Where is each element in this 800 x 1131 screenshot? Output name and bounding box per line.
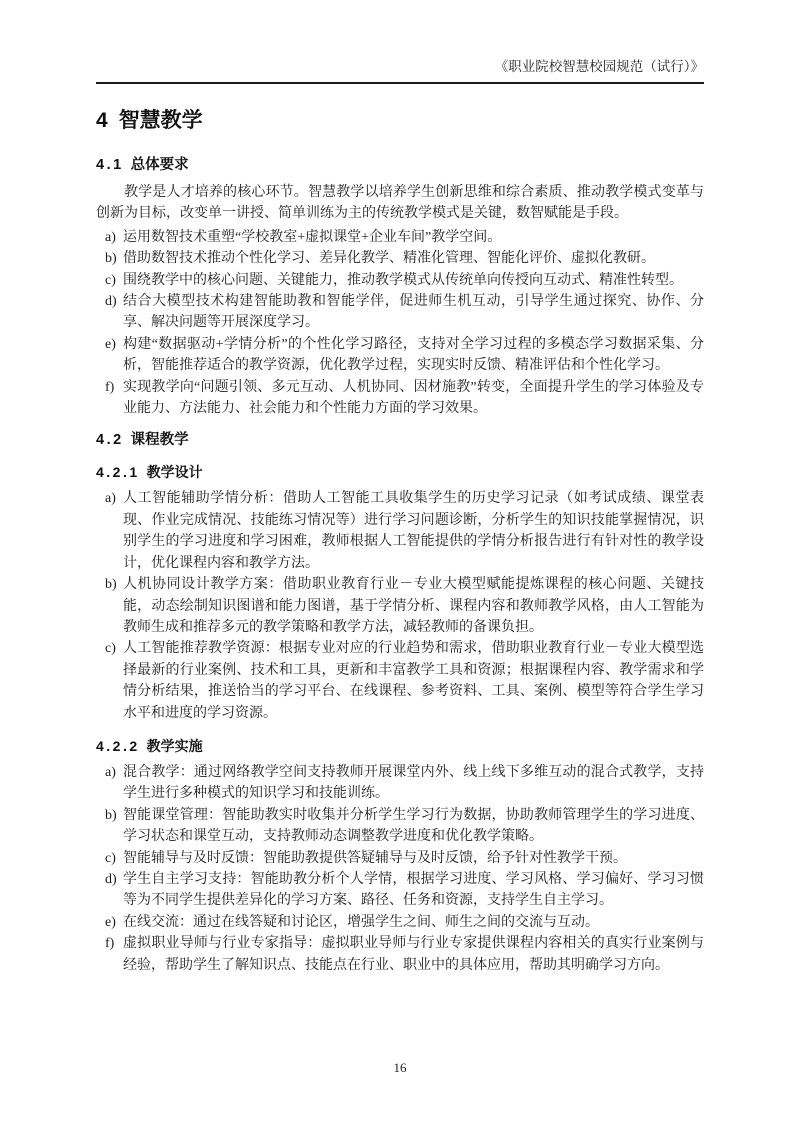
section-4-1-item-list xyxy=(96,227,704,420)
list-item-label: c) xyxy=(105,272,116,288)
list-item-text: 围绕教学中的核心问题、关键能力，推动教学模式从传统单向传授向互动式、精准性转型。 xyxy=(123,272,683,288)
list-item-label: b) xyxy=(105,577,117,593)
list-item-label: b) xyxy=(105,807,117,823)
list-item-label: a) xyxy=(105,229,116,245)
list-item-label: e) xyxy=(105,914,116,930)
chapter-title-text: 智慧教学 xyxy=(118,109,203,132)
list-item xyxy=(96,227,704,248)
list-item xyxy=(96,270,704,291)
chapter-number: 4 xyxy=(96,109,108,132)
list-item-text: 结合大模型技术构建智能助教和智能学伴，促进师生机互动，引导学生通过探究、协作、分享、解决问题等开展深度学习。 xyxy=(123,294,704,331)
section-title-text: 总体要求 xyxy=(130,157,189,173)
list-item-label: d) xyxy=(105,294,117,310)
list-item-text: 运用数智技术重塑“学校教室+虚拟课堂+企业车间”教学空间。 xyxy=(123,229,502,245)
section-title-text: 教学设计 xyxy=(146,464,203,481)
list-item xyxy=(96,912,704,933)
section-number: 4.2.1 xyxy=(96,464,140,481)
running-title: 《职业院校智慧校园规范（试行）》 xyxy=(494,59,704,74)
list-item-text: 在线交流：通过在线答疑和讨论区，增强学生之间、师生之间的交流与互动。 xyxy=(123,914,599,930)
list-item-label: d) xyxy=(105,871,117,887)
list-item-label: f) xyxy=(105,936,115,952)
list-item-text: 混合教学：通过网络教学空间支持教师开展课堂内外、线上线下多维互动的混合式教学，支持学生进行多种模式的知识学习和技能训练。 xyxy=(123,764,704,802)
list-item-label: f) xyxy=(105,379,115,395)
list-item-label: a) xyxy=(105,764,116,780)
list-item xyxy=(96,805,704,848)
page-header xyxy=(96,0,704,84)
section-heading-4-2-2 xyxy=(96,737,704,756)
chapter-title xyxy=(96,108,704,134)
list-item xyxy=(96,248,704,269)
list-item-label: c) xyxy=(105,850,116,866)
list-item-text: 学生自主学习支持：智能助教分析个人学情，根据学习进度、学习风格、学习偏好、学习习惯等为不同学生提供差异化的学习方案、路径、任务和资源，支持学生自主学习。 xyxy=(123,871,704,909)
list-item-text: 构建“数据驱动+学情分析”的个性化学习路径，支持对全学习过程的多模态学习数据采集、分析，智能推荐适合的教学资源，优化教学过程，实现实时反馈、精准评估和个性化学习。 xyxy=(123,336,704,374)
list-item xyxy=(96,488,704,574)
list-item-text: 实现教学向“问题引领、多元互动、人机协同、因材施教”转变，全面提升学生的学习体验及专业能力、方法能力、社会能力和个性能力方面的学习效果。 xyxy=(123,379,704,417)
section-heading-4-2-1 xyxy=(96,463,704,482)
list-item xyxy=(96,848,704,869)
section-number: 4.2.2 xyxy=(96,737,140,754)
list-item-text: 借助数智技术推动个性化学习、差异化教学、精准化管理、智能化评价、虚拟化教研。 xyxy=(123,251,655,267)
section-heading-4-1 xyxy=(96,155,704,175)
list-item xyxy=(96,334,704,377)
list-item xyxy=(96,377,704,420)
section-4-1-intro-paragraph: 教学是人才培养的核心环节。智慧教学以培养学生创新思维和综合素质、推动教学模式变革与创新为目标，改变单一讲授、简单训练为主的传统教学模式是关键，数智赋能是手段。 xyxy=(96,185,704,222)
section-number: 4.1 xyxy=(96,157,124,173)
list-item-text: 智能课堂管理：智能助教实时收集并分析学生学习行为数据，协助教师管理学生的学习进度、学习状态和课堂互动，支持教师动态调整教学进度和优化教学策略。 xyxy=(123,807,704,845)
section-4-2-2-item-list xyxy=(96,762,704,976)
page-number: 16 xyxy=(393,1060,407,1075)
list-item-label: e) xyxy=(105,336,116,352)
list-item-text: 人机协同设计教学方案：借助职业教育行业－专业大模型赋能提炼课程的核心问题、关键技能，动态绘制知识图谱和能力图谱，基于学情分析、课程内容和教师教学风格，由人工智能为教师生成和推荐多元的教学策略和教学方法，减轻教师的备课负担。 xyxy=(123,577,704,635)
section-title-text: 教学实施 xyxy=(146,737,203,754)
section-heading-4-2 xyxy=(96,430,704,450)
list-item xyxy=(96,762,704,805)
list-item xyxy=(96,869,704,912)
section-number: 4.2 xyxy=(96,432,124,449)
list-item-text: 智能辅导与及时反馈：智能助教提供答疑辅导与及时反馈，给予针对性教学干预。 xyxy=(123,850,627,866)
list-item xyxy=(96,638,704,724)
list-item-text: 人工智能辅助学情分析：借助人工智能工具收集学生的历史学习记录（如考试成绩、课堂表现、作业完成情况、技能练习情况等）进行学习问题诊断，分析学生的知识技能掌握情况，识别学生的学习进度和学习困难，教师根据人工智能提供的学情分析报告进行有针对性的教学设计，优化课程内容和教学方法。 xyxy=(123,491,704,571)
list-item xyxy=(96,291,704,334)
list-item-label: a) xyxy=(105,491,116,507)
section-title-text: 课程教学 xyxy=(130,432,189,449)
list-item-label: b) xyxy=(105,251,117,267)
section-4-2-1-item-list xyxy=(96,488,704,723)
list-item-label: c) xyxy=(105,641,116,657)
list-item xyxy=(96,574,704,638)
list-item-text: 虚拟职业导师与行业专家指导：虚拟职业导师与行业专家提供课程内容相关的真实行业案例与经验，帮助学生了解知识点、技能点在行业、职业中的具体应用，帮助其明确学习方向。 xyxy=(123,936,704,973)
list-item-text: 人工智能推荐教学资源：根据专业对应的行业趋势和需求，借助职业教育行业－专业大模型选择最新的行业案例、技术和工具，更新和丰富教学工具和资源；根据课程内容、教学需求和学情分析结果，推送恰当的学习平台、在线课程、参考资料、工具、案例、模型等符合学生学习水平和进度的学习资源。 xyxy=(123,641,704,721)
list-item xyxy=(96,933,704,976)
